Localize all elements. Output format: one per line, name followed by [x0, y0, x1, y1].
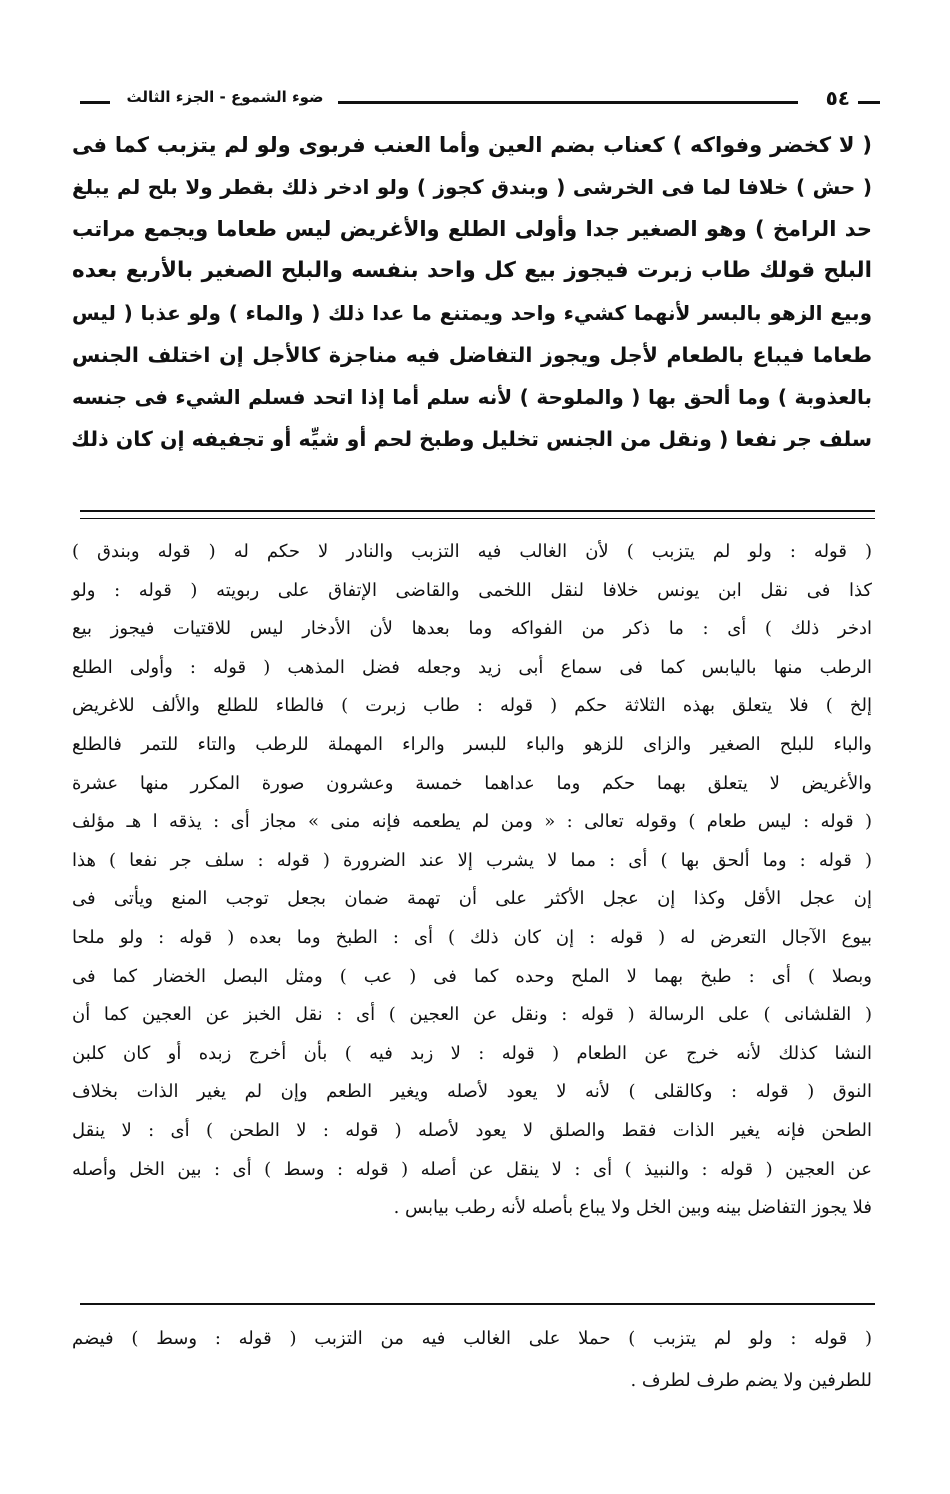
commentary-line: ( القلشانى ) على الرسالة ( قوله : ونقل عن العجين ) أى : نقل الخبز عن العجين كما أن [72, 1004, 872, 1026]
commentary-line: كذا فى نقل ابن يونس خلافا لنقل اللخمى والقاضى الإتفاق على ربويته ( قوله : ولو [72, 579, 872, 601]
commentary-line: فلا يجوز التفاضل بينه وبين الخل ولا يباع بأصله لأنه رطب بيابس . [393, 1197, 872, 1219]
commentary-line: ( قوله : ليس طعام ) وقوله تعالى : « ومن لم يطعمه فإنه منى » مجاز أى : يذقه ا هـ مؤلف [72, 811, 872, 833]
commentary-line: النوق ( قوله : وكالقلى ) لأنه لا يعود لأصله ويغير الطعم وإن لم يغير الذات بخلاف [72, 1081, 872, 1103]
main-line: بالعذوبة ) وما ألحق بها ( والملوحة ) لأنه سلم أما إذا اتحد فسلم الشيء فى جنسه [72, 385, 872, 409]
gloss-text [72, 1318, 872, 1402]
commentary-line: إن عجل الأقل وكذا إن عجل الأكثر على أن تهمة ضمان بجعل توجب المنع ويأتى فى [72, 888, 872, 910]
running-title: ضوء الشموع - الجزء الثالث [126, 88, 324, 106]
commentary-line: إلخ ) فلا يتعلق بهذه الثلاثة حكم ( قوله : طاب زبرت ) فالطاء للطلع والألف للاغريض [72, 695, 872, 717]
commentary-line: ( قوله : وما ألحق بها ) أى : مما لا يشرب إلا عند الضرورة ( قوله : سلف جر نفعا ) هذا [72, 849, 872, 871]
header-dash-left [80, 101, 110, 104]
commentary-line: ادخر ذلك ) أى : ما ذكر من الفواكه وما بعدها لأن الأدخار ليس للاقتيات فيجوز بيع [72, 618, 872, 640]
commentary-line: الرطب منها باليابس كما فى سماع أبى زيد وجعله فضل المذهب ( قوله : وأولى الطلع [72, 656, 872, 678]
separator-rule [80, 1303, 875, 1305]
commentary-line: ( قوله : ولو لم يتزبب ) لأن الغالب فيه التزبب والنادر لا حكم له ( قوله وبندق ) [72, 541, 873, 562]
commentary-line: بيوع الآجال التعرض له ( قوله : إن كان ذلك ) أى : الطبخ وما بعده ( قوله : ولو ملحا [72, 926, 872, 948]
commentary-line: والأغريض لا يتعلق بهما حكم وما عداهما خمسة وعشرون صورة المكرر منها عشرة [72, 772, 872, 794]
header-rule [338, 101, 798, 104]
separator-rule [80, 510, 875, 519]
main-line: البلح قولك طاب زبرت فيجوز بيع كل واحد بنفسه والبلح الصغير بالأربع بعده [72, 258, 872, 283]
main-line: حد الرامخ ) وهو الصغير جدا وأولى الطلع والأغريض ليس طعاما ويجمع مراتب [72, 217, 872, 241]
main-line: ( حش ) خلافا لما فى الخرشى ( وبندق كجوز ) ولو ادخر ذلك بقطر ولا بلح لم يبلغ [72, 175, 872, 199]
main-line: سلف جر نفعا ( ونقل من الجنس تخليل وطبخ لحم أو شيِّه أو تجفيفه إن كان ذلك [71, 427, 872, 451]
gloss-line: ( قوله : ولو لم يتزبب ) حملا على الغالب فيه من التزبب ( قوله : وسط ) فيضم [72, 1328, 872, 1349]
main-line: وبيع الزهو بالبسر لأنهما كشيء واحد ويمتنع ما عدا ذلك ( والماء ) ولو عذبا ( ليس [72, 301, 872, 325]
gloss-line: للطرفين ولا يضم طرف لطرف . [630, 1370, 872, 1391]
commentary-text [72, 533, 872, 1228]
main-line: طعاما فيباع بالطعام لأجل ويجوز التفاضل فيه مناجزة كالأجل إن اختلف الجنس [72, 343, 872, 367]
header-dash-right [858, 101, 880, 104]
commentary-line: عن العجين ( قوله : والنبيذ ) أى : لا ينقل عن أصله ( قوله : وسط ) أى : بين الخل وأصله [72, 1158, 872, 1180]
page-number: ٥٤ [825, 86, 850, 110]
commentary-line: والباء للبلح الصغير والزاى للزهو والباء للبسر والراء المهملة للرطب والتاء للتمر فالطلع [72, 733, 872, 755]
page-header [80, 86, 880, 116]
main-text [72, 124, 872, 460]
commentary-line: الطحن فإنه يغير الذات فقط والصلق لا يعود لأصله ( قوله : لا الطحن ) أى : لا ينقل [72, 1119, 872, 1141]
commentary-line: النشا كذلك لأنه خرج عن الطعام ( قوله : لا زبد فيه ) بأن أخرج زبده أو كان كلبن [72, 1042, 872, 1064]
commentary-line: وبصلا ) أى : طبخ بهما لا الملح وحده كما فى ( عب ) ومثل البصل الخضار كما فى [72, 965, 872, 987]
main-line: ( لا كخضر وفواكه ) كعناب بضم العين وأما العنب فربوى ولو لم يتزبب كما فى [72, 133, 872, 157]
